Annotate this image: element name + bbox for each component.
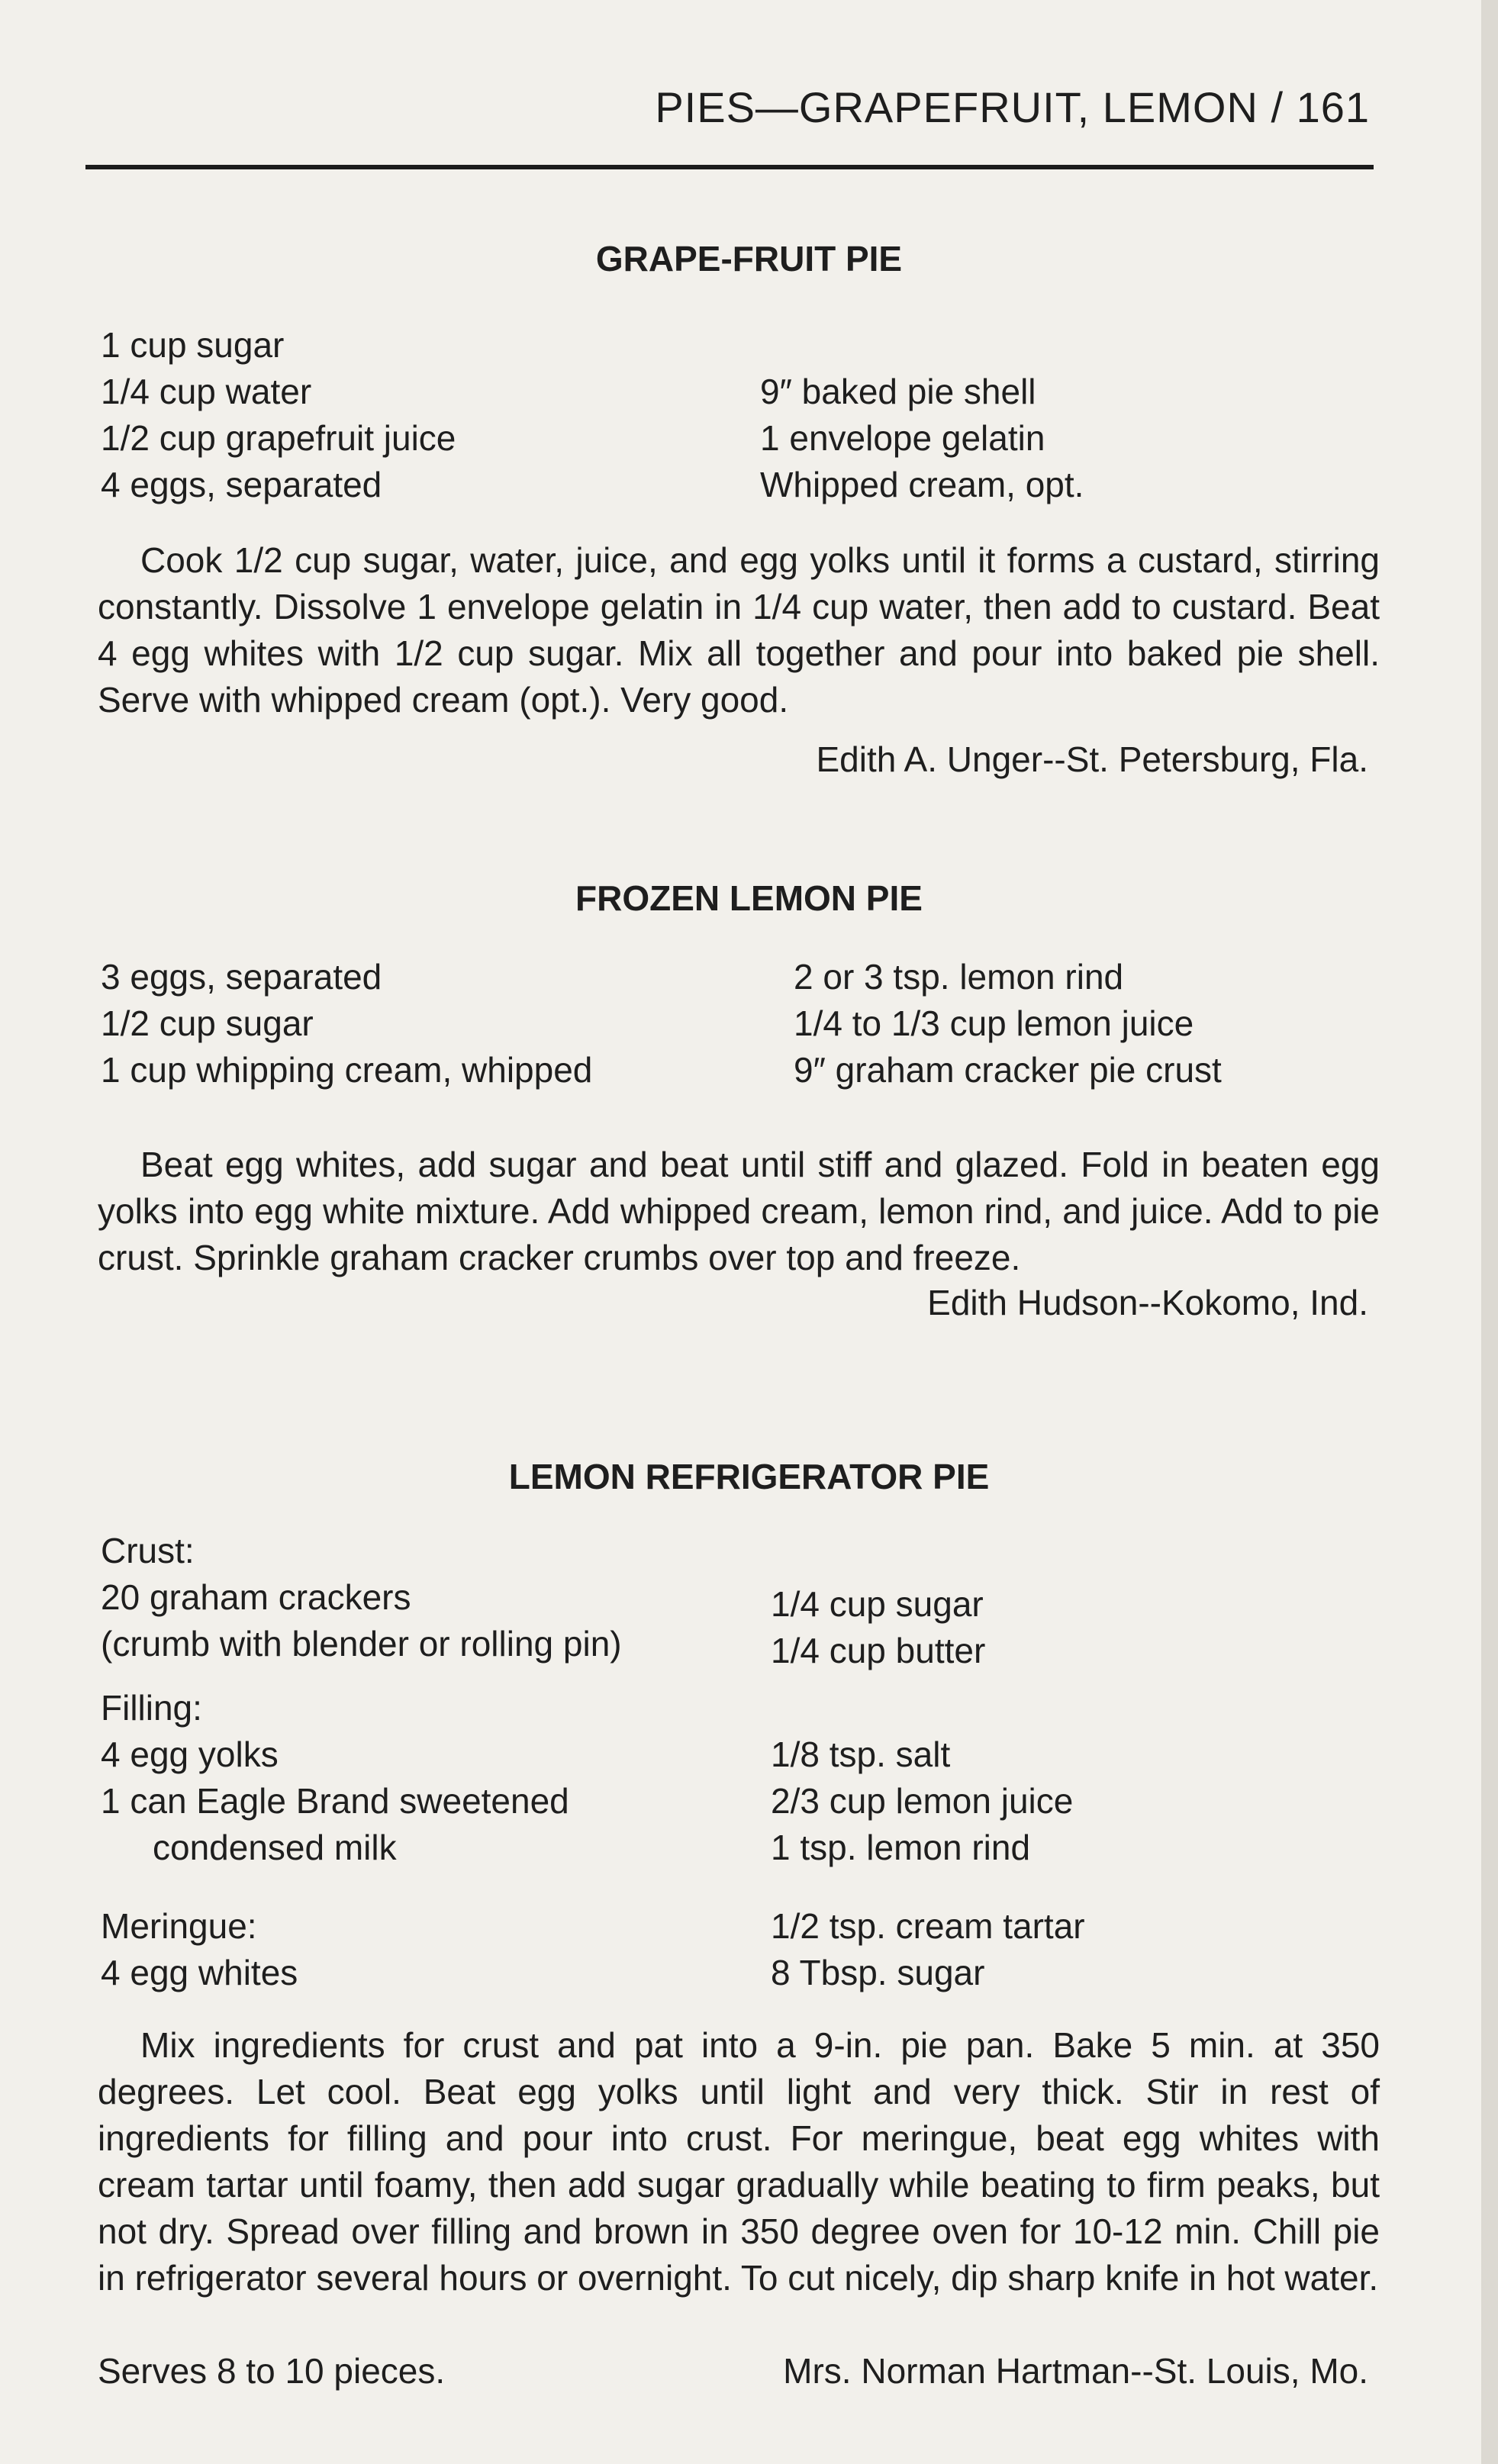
- ingredients-left: [101, 954, 592, 1094]
- recipe-directions: Mix ingredients for crust and pat into a 9-in. pie pan. Bake 5 min. at 350 degrees. Let cool. Beat egg yolks until light and very thick. Stir in rest of ingredients for filling and pour into crust. For meringue, beat egg whites with cream tartar until foamy, then add sugar gradually while beating to firm peaks, but not dry. Spread over filling and brown in 350 degree oven for 10-12 min. Chill pie in refrigerator several hours or overnight. To cut nicely, dip sharp knife in hot water.: [98, 2025, 1380, 2298]
- recipe-directions: Cook 1/2 cup sugar, water, juice, and egg yolks until it forms a custard, stirring constantly. Dissolve 1 envelope gelatin in 1/4 cup water, then add to custard. Beat 4 egg whites with 1/2 cup sugar. Mix all together and pour into baked pie shell. Serve with whipped cream (opt.). Very good.: [98, 540, 1380, 720]
- crust-ingredients-left: [101, 1528, 622, 1667]
- ingredient: 1 can Eagle Brand sweetened: [101, 1781, 569, 1821]
- ingredient: 2 or 3 tsp. lemon rind: [794, 957, 1124, 997]
- recipe-title-frozen-lemon-pie: FROZEN LEMON PIE: [575, 878, 923, 918]
- ingredients-left: [101, 322, 456, 508]
- recipe-title-grapefruit-pie: GRAPE-FRUIT PIE: [595, 239, 903, 279]
- ingredient: 1 cup whipping cream, whipped: [101, 1050, 593, 1090]
- ingredient: condensed milk: [153, 1828, 397, 1867]
- ingredient: 1/4 cup sugar: [771, 1584, 984, 1624]
- recipe-serves: Serves 8 to 10 pieces.: [98, 2351, 446, 2391]
- ingredient: 1 tsp. lemon rind: [771, 1828, 1031, 1867]
- ingredient: 1/2 cup grapefruit juice: [101, 418, 456, 458]
- header-rule: [85, 165, 1374, 169]
- ingredient: 9″ graham cracker pie crust: [794, 1050, 1222, 1090]
- ingredient: 4 eggs, separated: [101, 465, 382, 504]
- ingredient: 1 cup sugar: [101, 325, 285, 365]
- ingredient: 1/4 cup butter: [771, 1631, 986, 1670]
- ingredient: 2/3 cup lemon juice: [771, 1781, 1074, 1821]
- ingredient: 1 envelope gelatin: [760, 418, 1045, 458]
- ingredient: (crumb with blender or rolling pin): [101, 1624, 622, 1664]
- recipe-title-lemon-refrigerator-pie: LEMON REFRIGERATOR PIE: [508, 1457, 990, 1496]
- ingredient: 4 egg yolks: [101, 1734, 279, 1774]
- recipe-signature: Mrs. Norman Hartman--St. Louis, Mo.: [783, 2351, 1368, 2391]
- ingredient: 8 Tbsp. sugar: [771, 1953, 985, 1992]
- filling-ingredients-left: [101, 1685, 569, 1871]
- page-edge: [1481, 0, 1498, 2464]
- ingredient: 1/8 tsp. salt: [771, 1734, 951, 1774]
- ingredient: 1/2 cup sugar: [101, 1003, 314, 1043]
- section-label-filling: Filling:: [101, 1688, 202, 1728]
- ingredients-right: [760, 369, 1084, 508]
- section-label-meringue: Meringue:: [101, 1906, 257, 1946]
- ingredient: 1/4 to 1/3 cup lemon juice: [794, 1003, 1194, 1043]
- recipe-signature: Edith Hudson--Kokomo, Ind.: [927, 1283, 1368, 1322]
- meringue-ingredients-left: [101, 1903, 298, 1996]
- ingredient: 20 graham crackers: [101, 1577, 411, 1617]
- recipe-directions: Beat egg whites, add sugar and beat until stiff and glazed. Fold in beaten egg yolks into egg white mixture. Add whipped cream, lemon rind, and juice. Add to pie crust. Sprinkle graham cracker crumbs over top and freeze.: [98, 1145, 1380, 1277]
- ingredient: Whipped cream, opt.: [760, 465, 1084, 504]
- ingredient: 9″ baked pie shell: [760, 372, 1036, 411]
- ingredient: 1/4 cup water: [101, 372, 312, 411]
- ingredient: 1/2 tsp. cream tartar: [771, 1906, 1085, 1946]
- crust-ingredients-right: [771, 1581, 985, 1674]
- page-header: PIES—GRAPEFRUIT, LEMON / 161: [655, 83, 1370, 131]
- ingredient: 4 egg whites: [101, 1953, 298, 1992]
- section-label-crust: Crust:: [101, 1531, 195, 1570]
- meringue-ingredients-right: [771, 1903, 1085, 1996]
- ingredient: 3 eggs, separated: [101, 957, 382, 997]
- recipe-signature: Edith A. Unger--St. Petersburg, Fla.: [816, 739, 1368, 779]
- filling-ingredients-right: [771, 1731, 1073, 1871]
- ingredients-right: [794, 954, 1222, 1094]
